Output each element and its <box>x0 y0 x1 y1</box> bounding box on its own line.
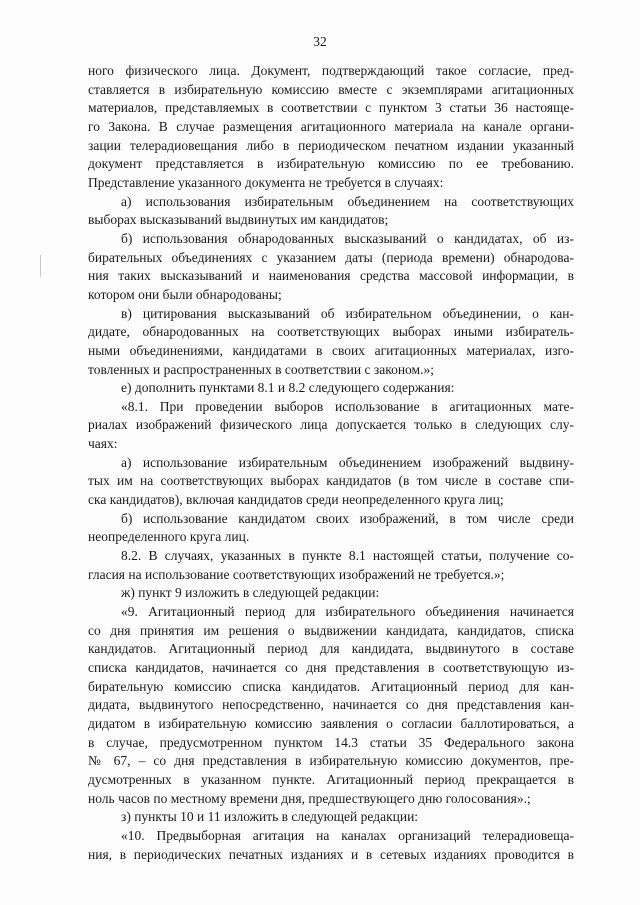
text-line: е) дополнить пунктами 8.1 и 8.2 следующего содержания: <box>121 380 455 396</box>
text-line: бирательных объединениях с указанием даты (периода времени) обнародова- <box>88 249 574 265</box>
text-line: з) пункты 10 и 11 изложить в следующей редакции: <box>121 809 419 825</box>
text-line: со дня принятия им решения о выдвижении кандидата, кандидатов, списка <box>88 622 574 638</box>
text-line: го Закона. В случае размещения агитационного материала на канале органи- <box>88 118 574 134</box>
text-line: гласия на использование соответствующих изображений не требуется.»; <box>88 566 505 582</box>
text-line: списка кандидатов, начинается со дня представления в соответствующую из- <box>88 660 574 675</box>
body-text <box>88 62 574 864</box>
text-line: материалов, представляемых в соответствии с пунктом 3 статьи 36 настояще- <box>88 100 574 116</box>
text-line: дидатом в избирательную комиссию заявления о согласии баллотироваться, а <box>88 715 574 731</box>
text-line: № 67, – со дня представления в избирательную комиссию документов, пре- <box>88 753 574 769</box>
text-line: тых им на соответствующих выборах кандидатов (в том числе в составе спи- <box>88 473 574 489</box>
text-line: чаях: <box>88 436 118 452</box>
text-line: котором они были обнародованы; <box>88 286 282 302</box>
text-line: 8.2. В случаях, указанных в пункте 8.1 настоящей статьи, получение со- <box>121 548 574 564</box>
text-line: а) использования избирательным объединением на соответствующих <box>121 193 574 209</box>
text-line: ного физического лица. Документ, подтверждающий такое согласие, пред- <box>88 63 574 78</box>
text-line: Представление указанного документа не требуется в случаях: <box>88 174 444 190</box>
text-line: выборах высказываний выдвинутых им кандидатов; <box>88 212 389 228</box>
text-line: «9. Агитационный период для избирательного объединения начинается <box>121 604 574 620</box>
margin-mark <box>40 255 41 277</box>
text-line: дусмотренных в указанном пункте. Агитационный период прекращается в <box>88 771 574 787</box>
text-line: в случае, предусмотренном пунктом 14.3 статьи 35 Федерального закона <box>88 734 574 750</box>
text-line: ния, в периодических печатных изданиях и в сетевых изданиях проводится в <box>88 846 574 862</box>
text-line: ными объединениями, кандидатами в своих агитационных материалах, изго- <box>88 342 574 358</box>
text-line: дидата, выдвинутого непосредственно, начинается со дня представления кан- <box>88 697 574 713</box>
text-line: риалах изображений физического лица допускается только в следующих слу- <box>88 417 574 433</box>
text-line: дидате, обнародованных на соответствующих выборах иными избиратель- <box>88 324 574 340</box>
text-line: зации телерадиовещания либо в периодическом печатном издании указанный <box>88 137 574 153</box>
page-number: 32 <box>313 34 327 49</box>
text-line: б) использования обнародованных высказываний о кандидатах, об из- <box>121 230 574 246</box>
text-line: б) использование кандидатом своих изображений, в том числе среди <box>121 510 574 526</box>
text-line: ставляется в избирательную комиссию вместе с экземплярами агитационных <box>88 81 574 97</box>
text-line: «10. Предвыборная агитация на каналах организаций телерадиовеща- <box>121 827 574 843</box>
text-line: бирательную комиссию списка кандидатов. Агитационный период для кан- <box>88 678 574 694</box>
text-line: кандидатов. Агитационный период для кандидата, выдвинутого в составе <box>88 641 574 657</box>
text-line: в) цитирования высказываний об избирательном объединении, о кан- <box>121 305 574 321</box>
text-line: а) использование избирательным объединением изображений выдвину- <box>121 454 574 470</box>
text-line: товленных и распространенных в соответствии с законом.»; <box>88 361 434 377</box>
text-line: ния таких высказываний и наименования средства массовой информации, в <box>88 268 574 284</box>
text-line: документ представляется в избирательную комиссию по ее требованию. <box>88 156 574 172</box>
text-line: ска кандидатов), включая кандидатов среди неопределенного круга лиц; <box>88 492 504 508</box>
text-line: «8.1. При проведении выборов использование в агитационных мате- <box>121 398 574 414</box>
text-line: ж) пункт 9 изложить в следующей редакции: <box>121 585 380 601</box>
text-line: ноль часов по местному времени дня, предшествующего дню голосования».; <box>88 790 531 806</box>
text-line: неопределенного круга лиц. <box>88 529 250 545</box>
